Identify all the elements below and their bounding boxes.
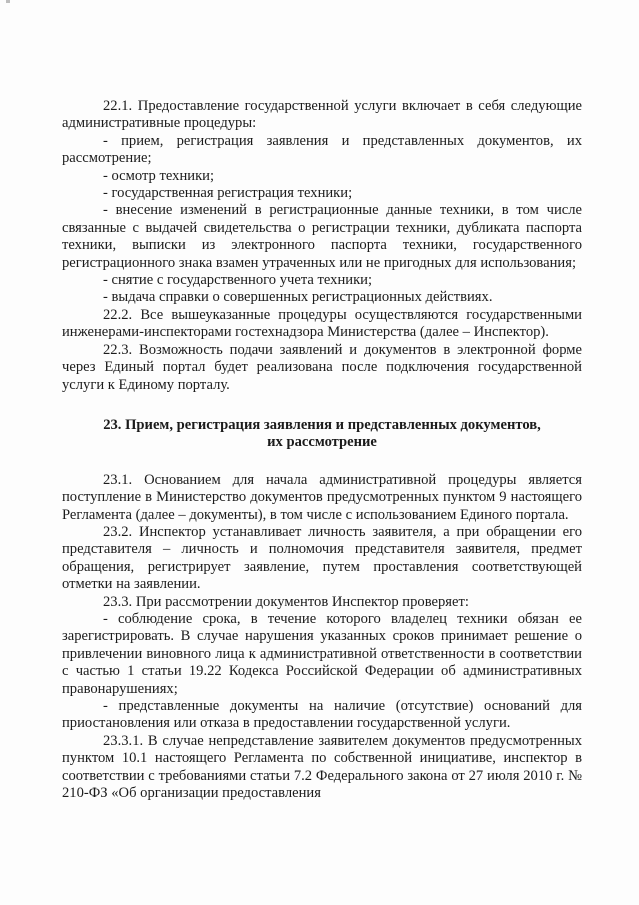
section-heading [62, 417, 582, 452]
list-item-documents-check: - представленные документы на наличие (отсутствие) оснований для приостановления или отказа в предоставлении государственной услуги. [62, 698, 582, 732]
paragraph-23-1: 23.1. Основанием для начала административной процедуры является поступление в Министерство документов предусмотренных пунктом 9 настоящего Регламента (далее – документы), в том числе с использованием Единого портала. [62, 471, 582, 523]
list-item-deregistration: - снятие с государственного учета техники; [103, 272, 373, 289]
paragraph-23-3-1: 23.3.1. В случае непредставление заявителем документов предусмотренных пунктом 10.1 настоящего Регламента по собственной инициативе, инспектор в соответствии с требованиями статьи 7.2 Федерального закона от 27 июля 2010 г. № 210-ФЗ «Об организации предоставления [62, 732, 582, 802]
scan-artifact [6, 0, 10, 3]
paragraph-23-2: 23.2. Инспектор устанавливает личность заявителя, а при обращении его представителя – личность и полномочия представителя заявителя, предмет обращения, регистрирует заявление, путем проставления соответствующей отметки на заявлении. [62, 523, 582, 593]
paragraph-22-1: 22.1. Предоставление государственной услуги включает в себя следующие административные процедуры: [62, 98, 582, 132]
document-body [62, 98, 582, 802]
list-item-registration: - государственная регистрация техники; [103, 185, 353, 202]
list-item-deadline: - соблюдение срока, в течение которого владелец техники обязан ее зарегистрировать. В случае нарушения указанных сроков принимает решение о привлечении виновного лица к административной ответственности в соответствии с частью 1 статьи 19.22 Кодекса Российской Федерации об административных правонарушениях; [62, 610, 582, 697]
section-heading-line2: их рассмотрение [267, 434, 377, 451]
paragraph-22-3: 22.3. Возможность подачи заявлений и документов в электронной форме через Единый портал будет реализована после подключения государственной услуги к Единому порталу. [62, 341, 582, 393]
list-item-inspection: - осмотр техники; [103, 167, 215, 184]
paragraph-22-2: 22.2. Все вышеуказанные процедуры осуществляются государственными инженерами-инспекторами гостехнадзора Министерства (далее – Инспектор). [62, 306, 582, 341]
list-item-certificate: - выдача справки о совершенных регистрационных действиях. [103, 289, 493, 306]
paragraph-23-3: 23.3. При рассмотрении документов Инспектор проверяет: [103, 593, 469, 610]
section-heading-line1: 23. Прием, регистрация заявления и представленных документов, [103, 416, 541, 433]
list-item-reception: - прием, регистрация заявления и представленных документов, их рассмотрение; [62, 132, 582, 167]
list-item-changes: - внесение изменений в регистрационные данные техники, в том числе связанные с выдачей свидетельства о регистрации техники, дубликата паспорта техники, выписки из электронного паспорта техники, государственного регистрационного знака взамен утраченных или не пригодных для использования; [62, 202, 582, 271]
